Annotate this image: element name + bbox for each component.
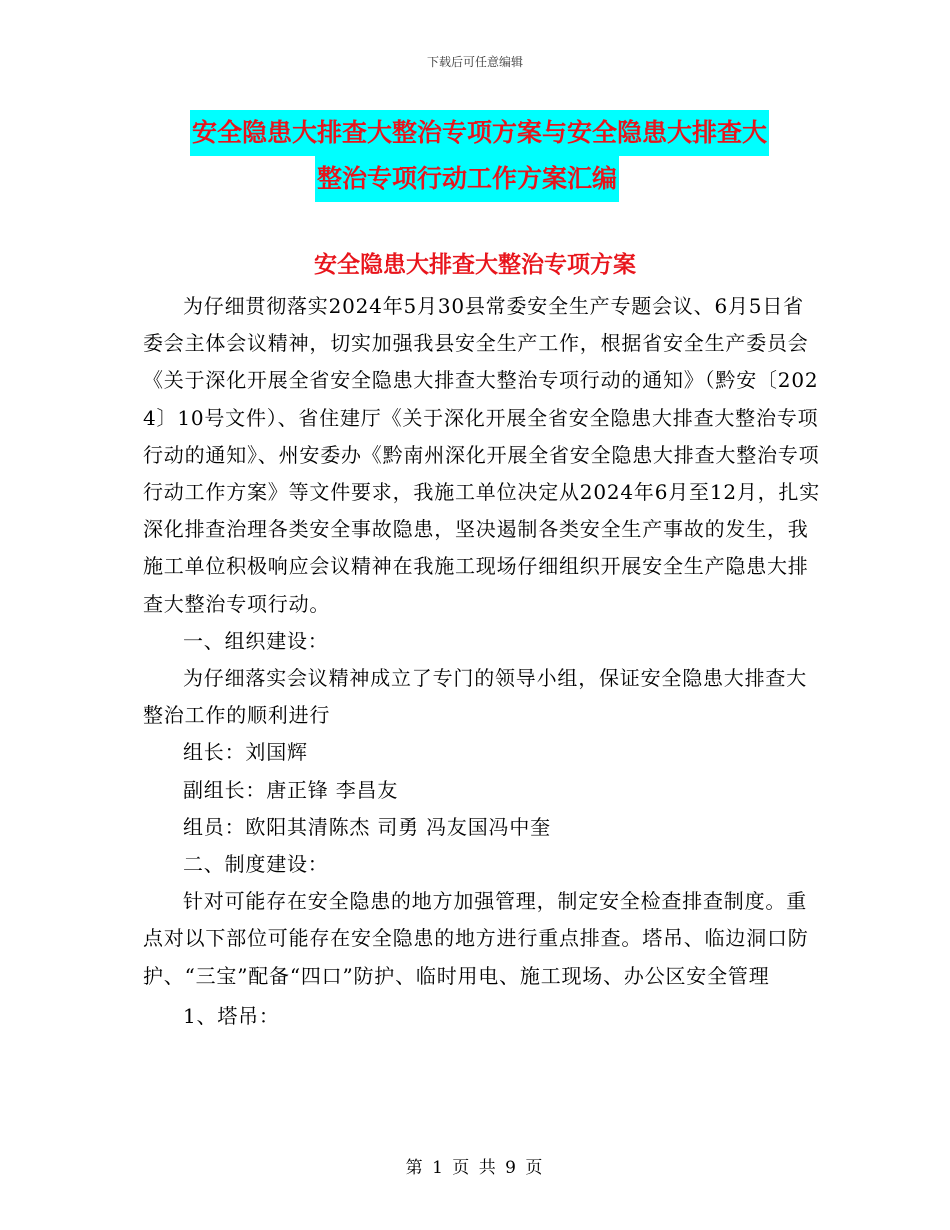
paragraph-organization: 为仔细落实会议精神成立了专门的领导小组，保证安全隐患大排查大整治工作的顺利进行 [143,666,807,728]
paragraph-system: 针对可能存在安全隐患的地方加强管理，制定安全检查排查制度。重点对以下部位可能存在安全隐患的地方进行重点排查。塔吊、临边洞口防护、“三宝”配备“四口”防护、临时用电、施工现场、办公区安全管理 [143,889,809,988]
document-body [143,288,823,1035]
page-header: 下载后可任意编辑 [426,55,523,69]
title-line-1: 安全隐患大排查大整治专项方案与安全隐患大排查大 [190,110,769,156]
heading-system: 二、制度建设： [183,852,329,877]
deputy-leader: 副组长：唐正锋 李昌友 [183,777,399,802]
heading-organization: 一、组织建设： [183,628,329,653]
title-line-2: 整治专项行动工作方案汇编 [315,156,619,202]
section-title: 安全隐患大排查大整治专项方案 [314,252,636,278]
document-title [190,110,810,202]
item-tower-crane: 1、塔吊： [183,1003,280,1028]
team-members: 组员：欧阳其清陈杰 司勇 冯友国冯中奎 [183,814,551,839]
paragraph-intro: 为仔细贯彻落实2024年5月30县常委安全生产专题会议、6月5日省委会主体会议精神，切实加强我县安全生产工作，根据省安全生产委员会《关于深化开展全省安全隐患大排查大整治专项行动的通知》（黔安〔2024〕10号文件）、省住建厅《关于深化开展全省安全隐患大排查大整治专项行动的通知》、州安委办《黔南州深化开展全省安全隐患大排查大整治专项行动工作方案》等文件要求，我施工单位决定从2024年6月至12月，扎实深化排查治理各类安全事故隐患，坚决遏制各类安全生产事故的发生，我施工单位积极响应会议精神在我施工现场仔细组织开展安全生产隐患大排查大整治专项行动。 [143,294,821,616]
page-footer: 第 1 页 共 9 页 [405,1158,545,1178]
team-leader: 组长：刘国辉 [183,740,308,765]
